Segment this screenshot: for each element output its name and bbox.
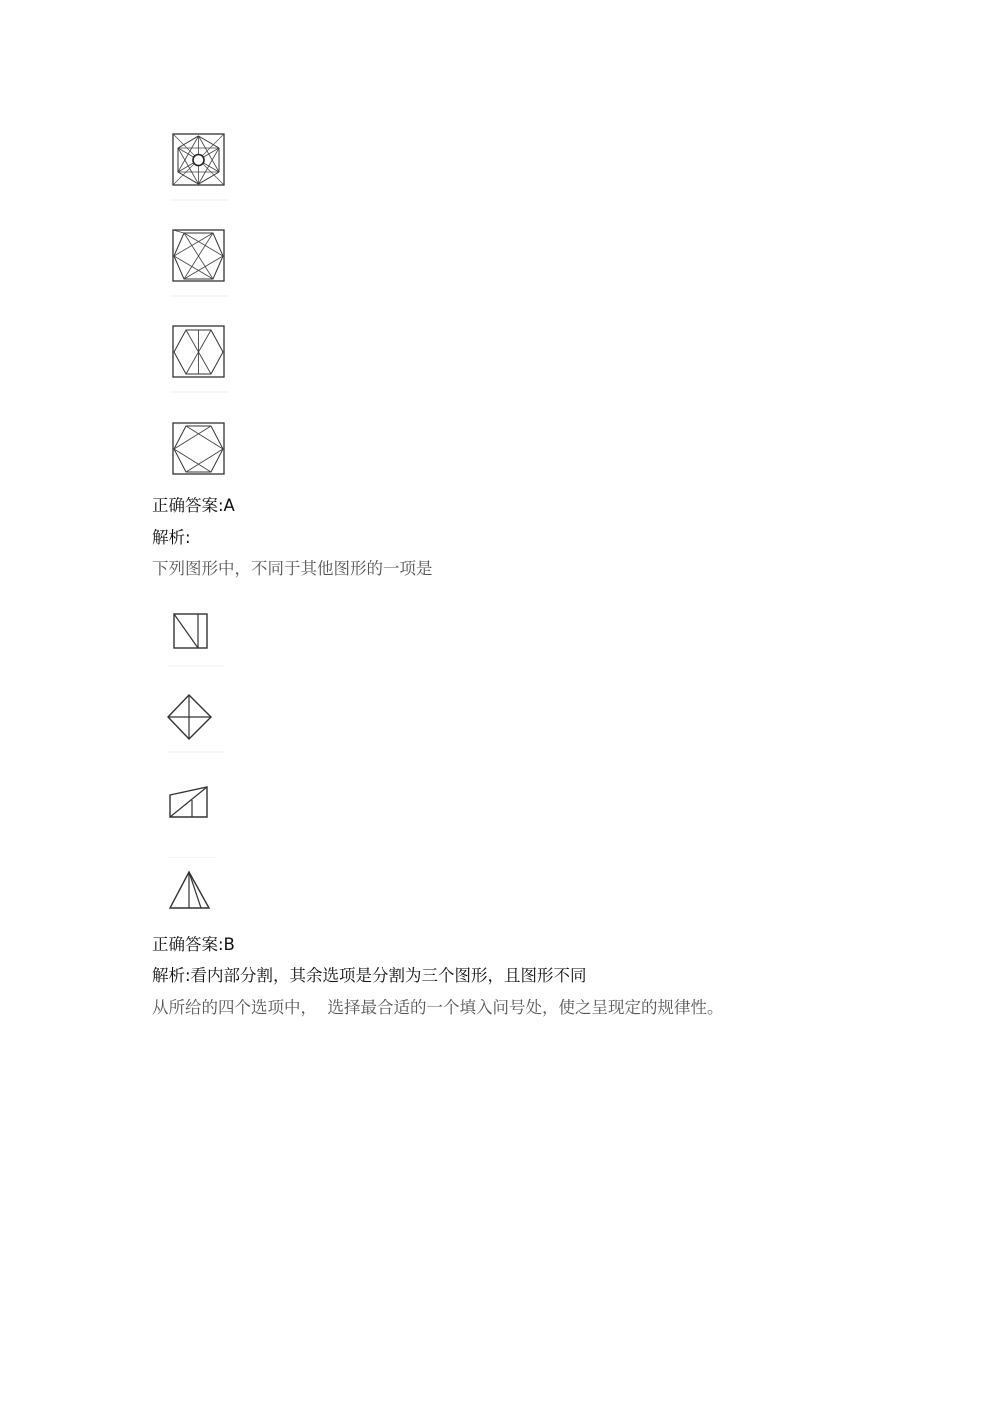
q2-answer: 正确答案:B <box>152 935 235 954</box>
q1-option-c-figure <box>166 316 232 396</box>
hexagon-with-chevron-in-square-icon <box>166 413 232 493</box>
q1-option-a-figure <box>166 124 232 204</box>
q2-stem: 下列图形中，不同于其他图形的一项是 <box>152 559 433 578</box>
hexagon-with-diagonals-in-square-icon <box>166 220 232 300</box>
q1-option-b-figure <box>166 220 232 300</box>
square-with-diagonal-and-line-icon <box>166 600 228 670</box>
triangle-with-lines-icon <box>166 857 228 927</box>
hexagon-with-center-lines-in-square-icon <box>166 316 232 396</box>
q2-option-a-figure <box>166 600 228 680</box>
q2-option-b-figure <box>166 686 228 766</box>
diamond-with-cross-icon <box>166 686 228 756</box>
q2-analysis: 解析:看内部分割，其余选项是分割为三个图形，且图形不同 <box>152 966 587 985</box>
q2-option-c-figure <box>166 772 228 852</box>
q1-analysis: 解析: <box>152 528 191 547</box>
q3-stem: 从所给的四个选项中， 选择最合适的一个填入问号处，使之呈现定的规律性。 <box>152 998 724 1017</box>
q2-option-d-figure <box>166 857 228 937</box>
hexagram-star-in-square-icon <box>166 124 232 204</box>
trapezoid-with-diagonal-and-line-icon <box>166 772 228 842</box>
q1-answer: 正确答案:A <box>152 496 235 515</box>
q1-option-d-figure <box>166 413 232 493</box>
